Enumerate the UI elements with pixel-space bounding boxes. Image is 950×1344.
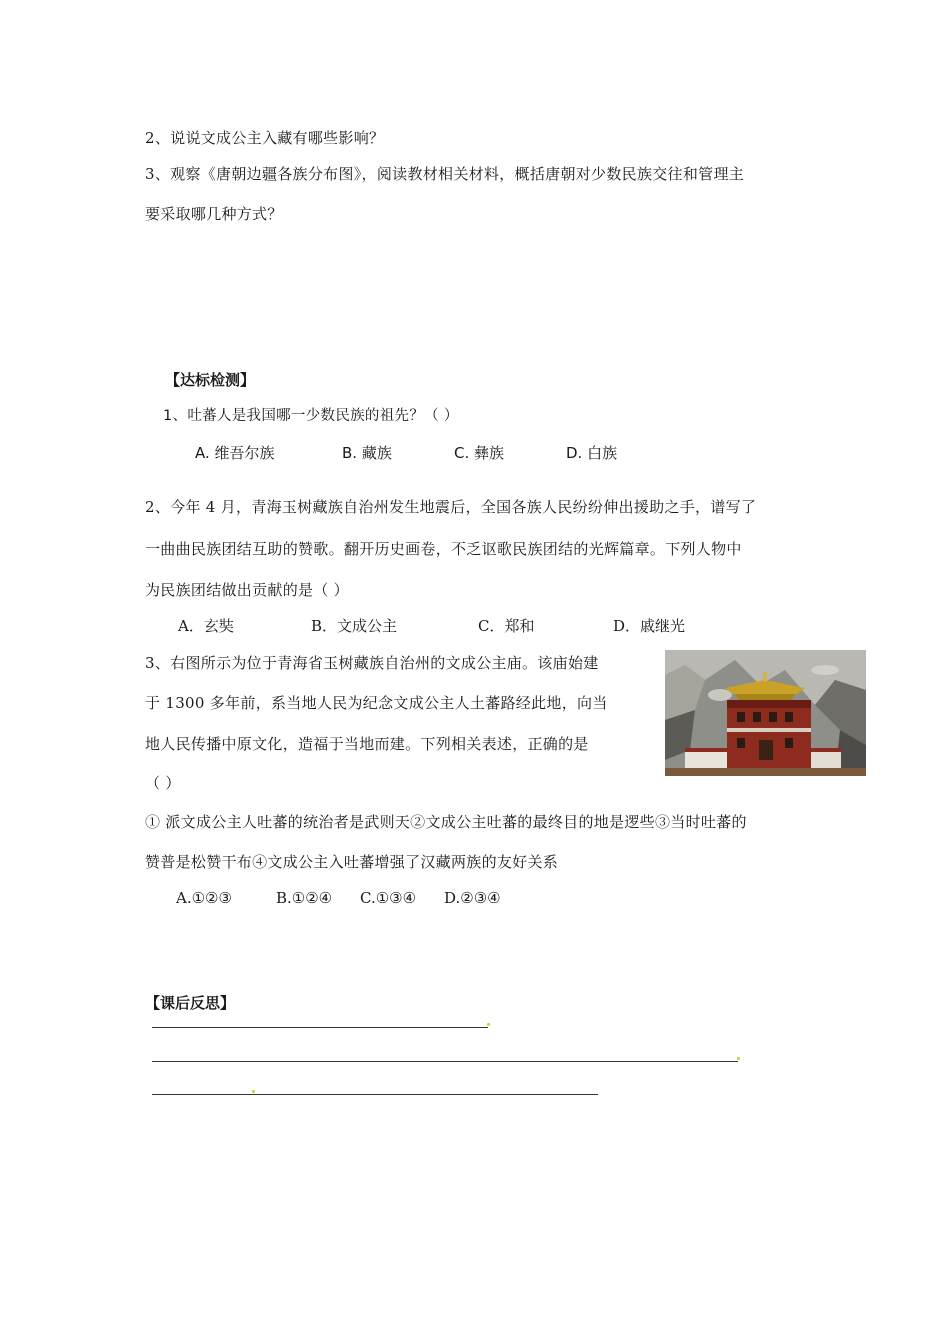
question-2-influence: 2、说说文成公主入藏有哪些影响？ bbox=[145, 129, 385, 147]
test-q1-option-a: A. 维吾尔族 bbox=[195, 444, 275, 462]
test-question-1: 1、吐蕃人是我国哪一少数民族的祖先？（ ） bbox=[163, 408, 459, 424]
test-question-3-line-4: （ ） bbox=[145, 774, 181, 792]
artifact-dot bbox=[487, 1023, 490, 1026]
test-question-3-statements-1: ① 派文成公主人吐蕃的统治者是武则天②文成公主吐蕃的最终目的地是逻些③当时吐蕃的 bbox=[145, 813, 747, 831]
question-3-line-1: 3、观察《唐朝边疆各族分布图》，阅读教材相关材料，概括唐朝对少数民族交往和管理主 bbox=[145, 165, 745, 183]
test-question-3-line-3: 地人民传播中原文化，造福于当地而建。下列相关表述，正确的是 bbox=[145, 735, 589, 753]
test-question-3-statements-2: 赞普是松赞干布④文成公主入吐蕃增强了汉藏两族的友好关系 bbox=[145, 853, 559, 871]
reflection-answer-line-2[interactable] bbox=[152, 1061, 738, 1062]
question-3-line-2: 要采取哪几种方式？ bbox=[145, 205, 283, 223]
test-question-3-line-1: 3、右图所示为位于青海省玉树藏族自治州的文成公主庙。该庙始建 bbox=[145, 654, 599, 672]
test-q2-option-a: A．玄奘 bbox=[178, 617, 234, 635]
reflection-answer-line-3[interactable] bbox=[152, 1094, 598, 1095]
reflection-answer-line-1[interactable] bbox=[152, 1027, 488, 1028]
test-q1-option-c: C. 彝族 bbox=[454, 444, 505, 462]
test-q3-option-c: C.①③④ bbox=[360, 889, 417, 907]
artifact-dot bbox=[252, 1090, 255, 1093]
test-question-2-line-1: 2、今年 4 月，青海玉树藏族自治州发生地震后，全国各族人民纷纷伸出援助之手，谱写了 bbox=[145, 498, 757, 516]
test-q1-option-d: D. 白族 bbox=[566, 444, 618, 462]
artifact-dot bbox=[737, 1057, 740, 1060]
wencheng-temple-photo bbox=[665, 650, 866, 776]
test-q2-option-c: C．郑和 bbox=[478, 617, 535, 635]
test-question-2-line-2: 一曲曲民族团结互助的赞歌。翻开历史画卷，不乏讴歌民族团结的光辉篇章。下列人物中 bbox=[145, 540, 742, 558]
test-q2-option-d: D．戚继光 bbox=[613, 617, 686, 635]
test-section-header: 【达标检测】 bbox=[165, 371, 256, 389]
test-q3-option-b: B.①②④ bbox=[276, 889, 333, 907]
test-q1-option-b: B. 藏族 bbox=[342, 444, 392, 462]
test-q2-option-b: B．文成公主 bbox=[311, 617, 398, 635]
test-question-3-line-2: 于 1300 多年前，系当地人民为纪念文成公主人土蕃路经此地，向当 bbox=[145, 694, 608, 712]
reflection-section-header: 【课后反思】 bbox=[145, 994, 236, 1012]
test-question-2-line-3: 为民族团结做出贡献的是（ ） bbox=[145, 581, 349, 599]
test-q3-option-a: A.①②③ bbox=[176, 889, 232, 907]
test-q3-option-d: D.②③④ bbox=[444, 889, 501, 907]
